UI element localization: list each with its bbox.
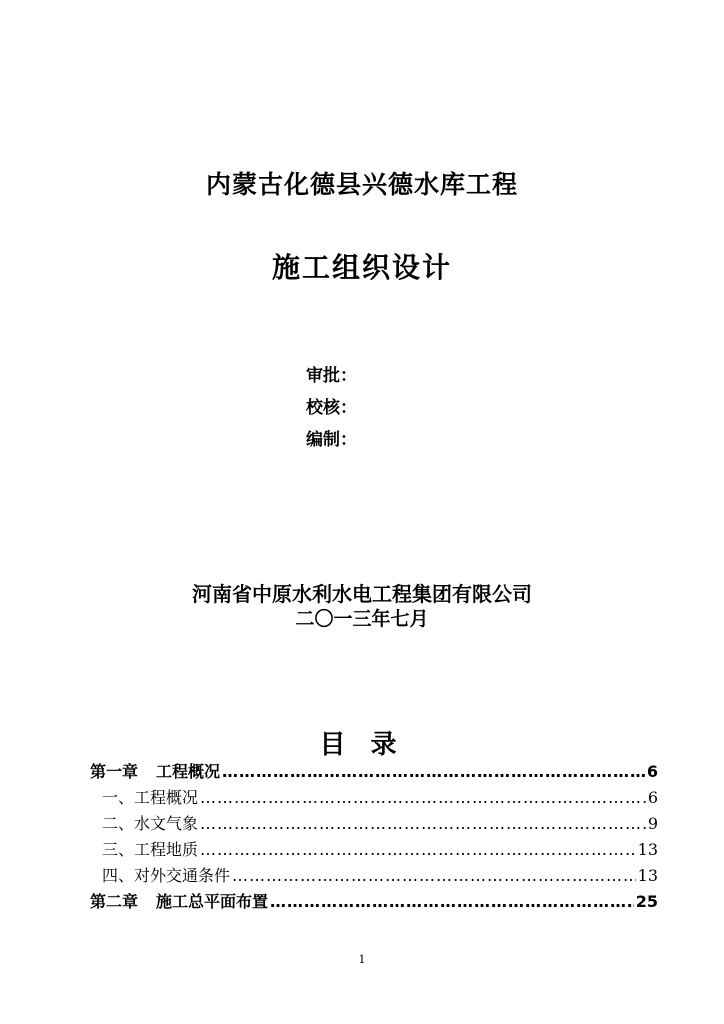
toc-leader-dots <box>270 892 634 911</box>
toc-entry-title: 四、对外交通条件 <box>102 866 231 885</box>
toc-entry-title: 二、水文气象 <box>102 814 199 833</box>
toc-chapter-row[interactable] <box>90 759 658 783</box>
toc-entry-title: 工程概况 <box>156 762 221 781</box>
toc-leader-dots <box>200 788 646 807</box>
approval-signature-label: 审批： <box>306 366 357 386</box>
toc-page-number: 9 <box>647 814 658 833</box>
toc-chapter-number: 第一章 <box>90 762 139 781</box>
project-title: 内蒙古化德县兴德水库工程 <box>205 170 518 199</box>
toc-leader-dots <box>222 762 645 781</box>
toc-page-number: 6 <box>646 762 658 781</box>
toc-page-number: 13 <box>637 840 658 859</box>
toc-leader-dots <box>200 814 646 833</box>
toc-heading: 目 录 <box>319 730 405 760</box>
page-number: 1 <box>358 953 366 966</box>
toc-section-row[interactable] <box>90 811 658 835</box>
toc-leader-dots <box>200 840 636 859</box>
toc-leader-dots <box>232 866 636 885</box>
document-date: 二〇一三年七月 <box>295 608 429 630</box>
document-title: 施工组织设计 <box>271 251 452 284</box>
toc-entry-title: 三、工程地质 <box>102 840 199 859</box>
check-signature-label: 校核： <box>306 398 357 418</box>
toc-page-number: 25 <box>635 892 658 911</box>
toc-section-row[interactable] <box>90 785 658 809</box>
toc-chapter-number: 第二章 <box>90 892 139 911</box>
toc-chapter-row[interactable] <box>90 889 658 913</box>
toc-page-number: 6 <box>647 788 658 807</box>
company-name: 河南省中原水利水电工程集团有限公司 <box>192 582 532 606</box>
toc-page-number: 13 <box>637 866 658 885</box>
compile-signature-label: 编制： <box>306 430 357 450</box>
toc-section-row[interactable] <box>90 863 658 887</box>
toc-entry-title: 一、工程概况 <box>102 788 199 807</box>
toc-section-row[interactable] <box>90 837 658 861</box>
toc-entry-title: 施工总平面布置 <box>156 892 269 911</box>
